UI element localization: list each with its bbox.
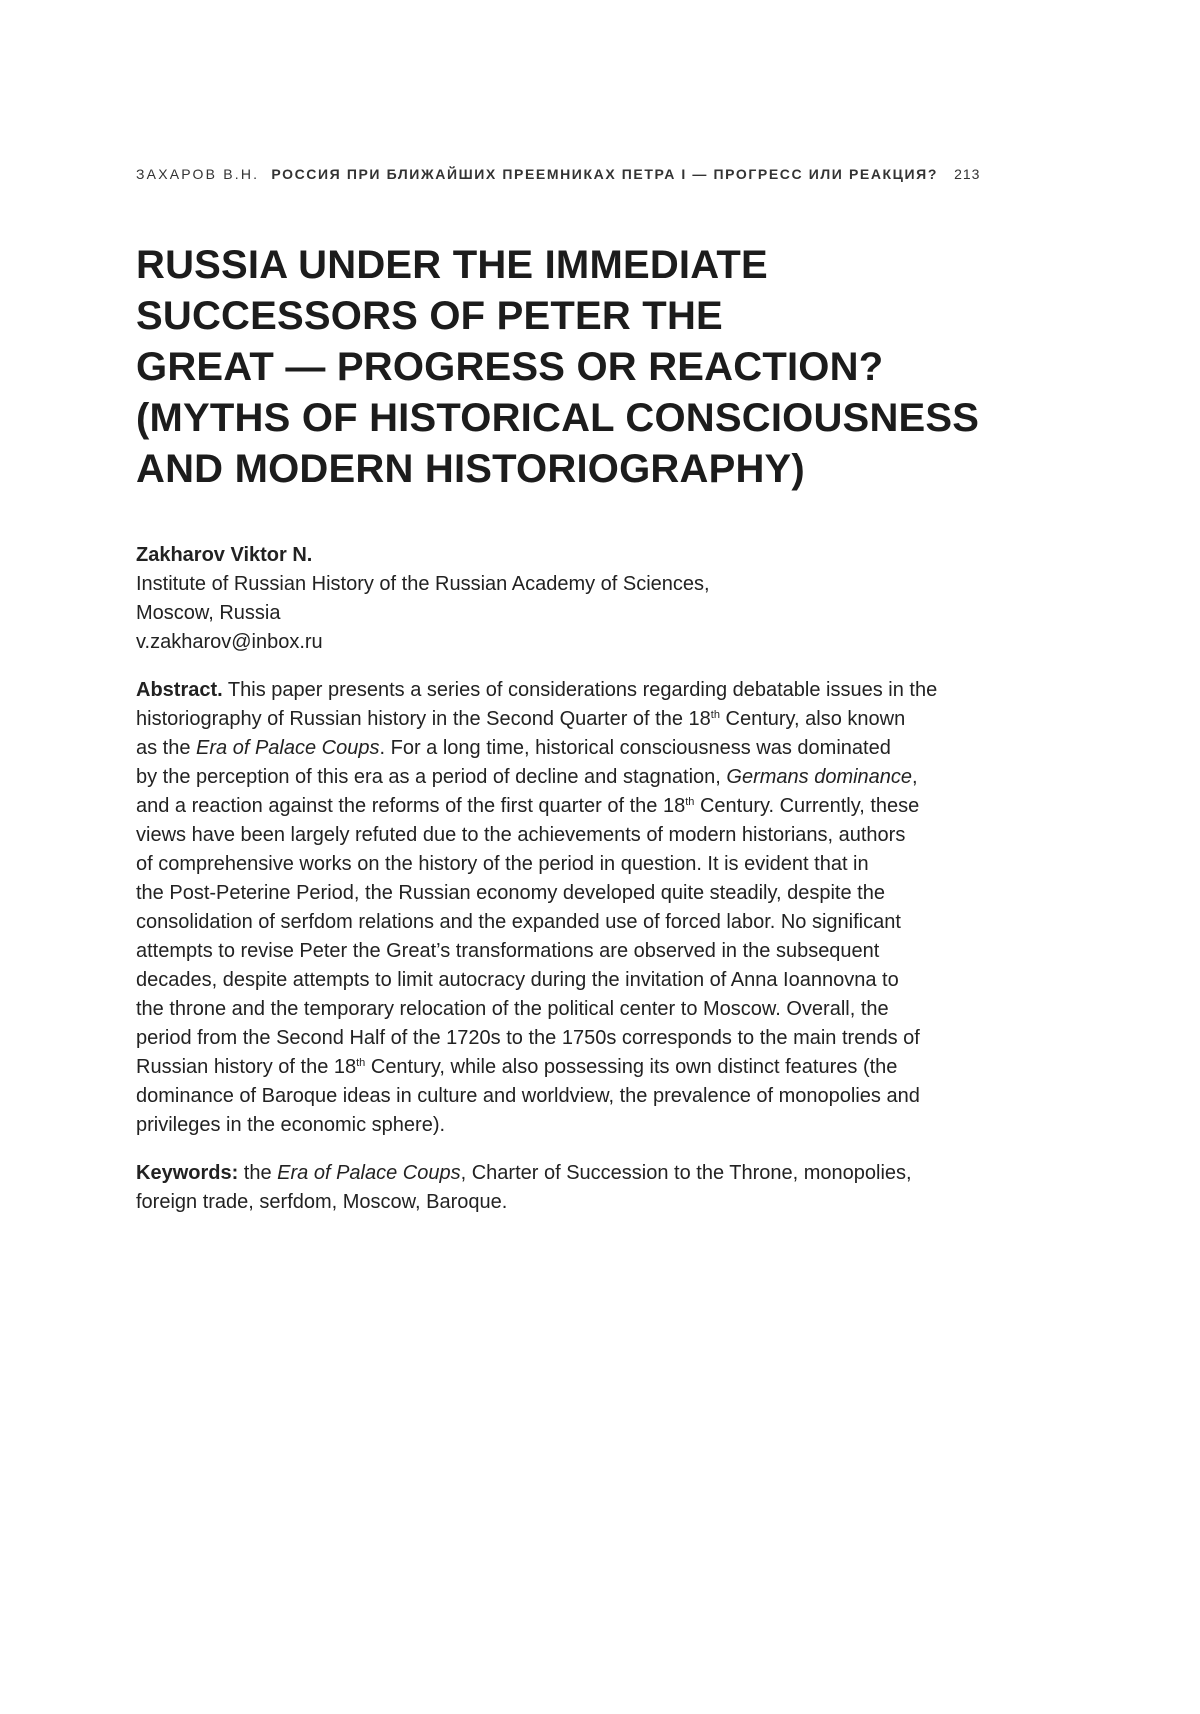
keywords-text: , Charter of Succession to the Throne, monopolies, (460, 1162, 912, 1184)
keywords-label: Keywords: (136, 1162, 239, 1184)
abstract-text: Century. Currently, these (694, 795, 920, 817)
keywords (136, 1159, 996, 1217)
abstract-text: , (912, 766, 918, 788)
abstract-italic: Era of Palace Coups (196, 737, 380, 759)
paper-title (136, 240, 996, 495)
running-header-title: РОССИЯ ПРИ БЛИЖАЙШИХ ПРЕЕМНИКАХ ПЕТРА I — ПРОГРЕСС ИЛИ РЕАКЦИЯ? (271, 166, 938, 182)
abstract-line: decades, despite attempts to limit autocracy during the invitation of Anna Ioannovna to (136, 969, 899, 991)
abstract-text: and a reaction against the reforms of the first quarter of the 18 (136, 795, 686, 817)
abstract-line: views have been largely refuted due to the achievements of modern historians, authors (136, 824, 906, 846)
superscript: th (356, 1057, 366, 1069)
running-header (136, 166, 996, 182)
title-line: GREAT — PROGRESS OR REACTION? (136, 345, 884, 389)
title-line: AND MODERN HISTORIOGRAPHY) (136, 447, 805, 491)
abstract-line (136, 763, 996, 792)
abstract-line: privileges in the economic sphere). (136, 1114, 446, 1136)
abstract-text: Century, while also possessing its own distinct features (the (365, 1056, 898, 1078)
abstract-line (136, 705, 996, 734)
abstract-text: Century, also known (719, 708, 906, 730)
abstract-line (136, 676, 996, 705)
keywords-italic: Era of Palace Coups (277, 1162, 461, 1184)
abstract-text: by the perception of this era as a period of decline and stagnation, (136, 766, 727, 788)
author-name: Zakharov Viktor N. (136, 544, 313, 566)
abstract-line: period from the Second Half of the 1720s to the 1750s corresponds to the main trends of (136, 1027, 920, 1049)
running-header-author: ЗАХАРОВ В.Н. (136, 166, 260, 182)
superscript: th (685, 796, 695, 808)
keywords-text: the (238, 1162, 278, 1184)
author-location: Moscow, Russia (136, 602, 281, 624)
abstract-text: historiography of Russian history in the Second Quarter of the 18 (136, 708, 711, 730)
abstract-line (136, 1053, 996, 1082)
title-line: (MYTHS OF HISTORICAL CONSCIOUSNESS (136, 396, 980, 440)
author-block (136, 541, 996, 657)
keywords-line: foreign trade, serfdom, Moscow, Baroque. (136, 1191, 508, 1213)
abstract-line: attempts to revise Peter the Great’s transformations are observed in the subsequent (136, 940, 880, 962)
page-number: 213 (954, 166, 981, 182)
abstract-line: the Post-Peterine Period, the Russian economy developed quite steadily, despite the (136, 882, 885, 904)
abstract-line: of comprehensive works on the history of the period in question. It is evident that in (136, 853, 869, 875)
abstract-italic: Germans dominance (726, 766, 913, 788)
abstract-text: Russian history of the 18 (136, 1056, 357, 1078)
abstract-line: consolidation of serfdom relations and the expanded use of forced labor. No significant (136, 911, 901, 933)
author-email: v.zakharov@inbox.ru (136, 631, 323, 653)
abstract-text: This paper presents a series of considerations regarding debatable issues in the (227, 679, 938, 701)
abstract-label: Abstract. (136, 679, 223, 701)
title-line: SUCCESSORS OF PETER THE (136, 294, 723, 338)
abstract-line (136, 734, 996, 763)
abstract-line: the throne and the temporary relocation of the political center to Moscow. Overall, the (136, 998, 889, 1020)
abstract (136, 676, 996, 1140)
superscript: th (710, 709, 720, 721)
abstract-text: as the (136, 737, 197, 759)
keywords-line (136, 1159, 996, 1188)
abstract-text: . For a long time, historical consciousness was dominated (379, 737, 891, 759)
abstract-line: dominance of Baroque ideas in culture and worldview, the prevalence of monopolies and (136, 1085, 920, 1107)
title-line: RUSSIA UNDER THE IMMEDIATE (136, 243, 768, 287)
author-affiliation: Institute of Russian History of the Russian Academy of Sciences, (136, 573, 710, 595)
abstract-line (136, 792, 996, 821)
